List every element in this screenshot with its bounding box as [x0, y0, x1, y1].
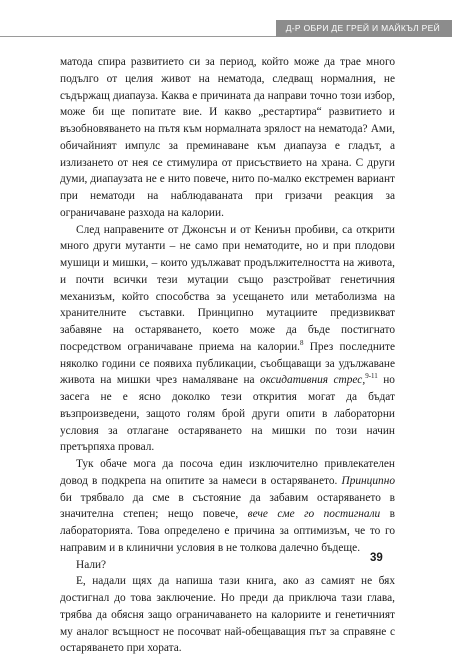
emphasis-text: вече сме го постигнали — [247, 508, 381, 521]
page-number: 39 — [370, 552, 383, 564]
paragraph — [60, 456, 395, 557]
paragraph — [60, 222, 395, 457]
running-title: Д-Р ОБРИ ДЕ ГРЕЙ И МАЙКЪЛ РЕЙ — [276, 20, 452, 37]
body-text — [60, 54, 395, 657]
paragraph — [60, 557, 395, 574]
emphasis-text: , — [362, 374, 366, 387]
footnote-ref: 9-11 — [365, 372, 378, 381]
text-run: матода спира развитието си за период, който може да трае много подълго от целия живот на нематода, следващ нормалния, не съдържащ диапауза. Каква е причината да направи точно този избор, може би ще попитате вие. И какво „рестартира“ развитието и възобновяването на пътя към нормалната зрялост на нематода? Ами, обичайният импулс за преминаване към диапауза е гладът, а излизането от нея се стимулира от присъствието на храна. С други думи, диапаузата не е нито повече, нито по-малко екстремен вариант при нематоди на наблюдаваната при гризачи реакция за ограничаване разхода на калории. — [60, 56, 395, 219]
text-run: През последните няколко години се появиха публикации, съобщаващи за удължаване живота на мишки чрез намаляване на — [60, 340, 395, 387]
text-run: Нали? — [76, 558, 107, 571]
text-run: в лабораторията. Това определено е причина за оптимизъм, че то го направим и в клинични условия в не толкова далечно бъдеще. — [60, 508, 395, 554]
text-run: Е, надали щях да напиша тази книга, ако аз самият не бях достигнал до това заключение. Но преди да приключа тази глава, трябва да обясня защо ограничаването на калориите и генетичният му аналог всъщност не посочват най-обещаващия път за справяне с остаряването при хората. — [60, 575, 395, 655]
running-header — [0, 0, 452, 44]
text-run: би трябвало да сме в състояние да забавим остаряването в значителна степен; нещо повече, — [60, 491, 395, 521]
text-run: Тук обаче мога да посоча един изключително привлекателен довод в подкрепа на опитите за намеси в остаряването. — [60, 458, 395, 487]
emphasis-text: оксидативния стрес — [260, 374, 363, 387]
paragraph — [60, 54, 395, 222]
text-run: След направените от Джонсън и от Кениън пробиви, са открити много други мутанти – не само при нематодите, но и при плодови мушици и мишки, – които удължават продължителността на живота, и почти всички тези мутации също разстройват генетичния механизъм, който способства за усещането или метаболизма на хранителните съставки. Принципно мутациите предизвикват забавяне на остаряването, което може да бъде постигнато посредством ограничаване приема на калории. — [60, 223, 395, 353]
footnote-ref: 8 — [300, 338, 304, 347]
paragraph — [60, 573, 395, 657]
emphasis-text: Принципно — [341, 474, 395, 487]
text-run: но засега не е ясно доколко тези открития могат да бъдат възпроизведени, защото голям брой други опити в лабораторни условия за отлагане остаряването на мишки по този начин претърпяха провал. — [60, 374, 395, 454]
